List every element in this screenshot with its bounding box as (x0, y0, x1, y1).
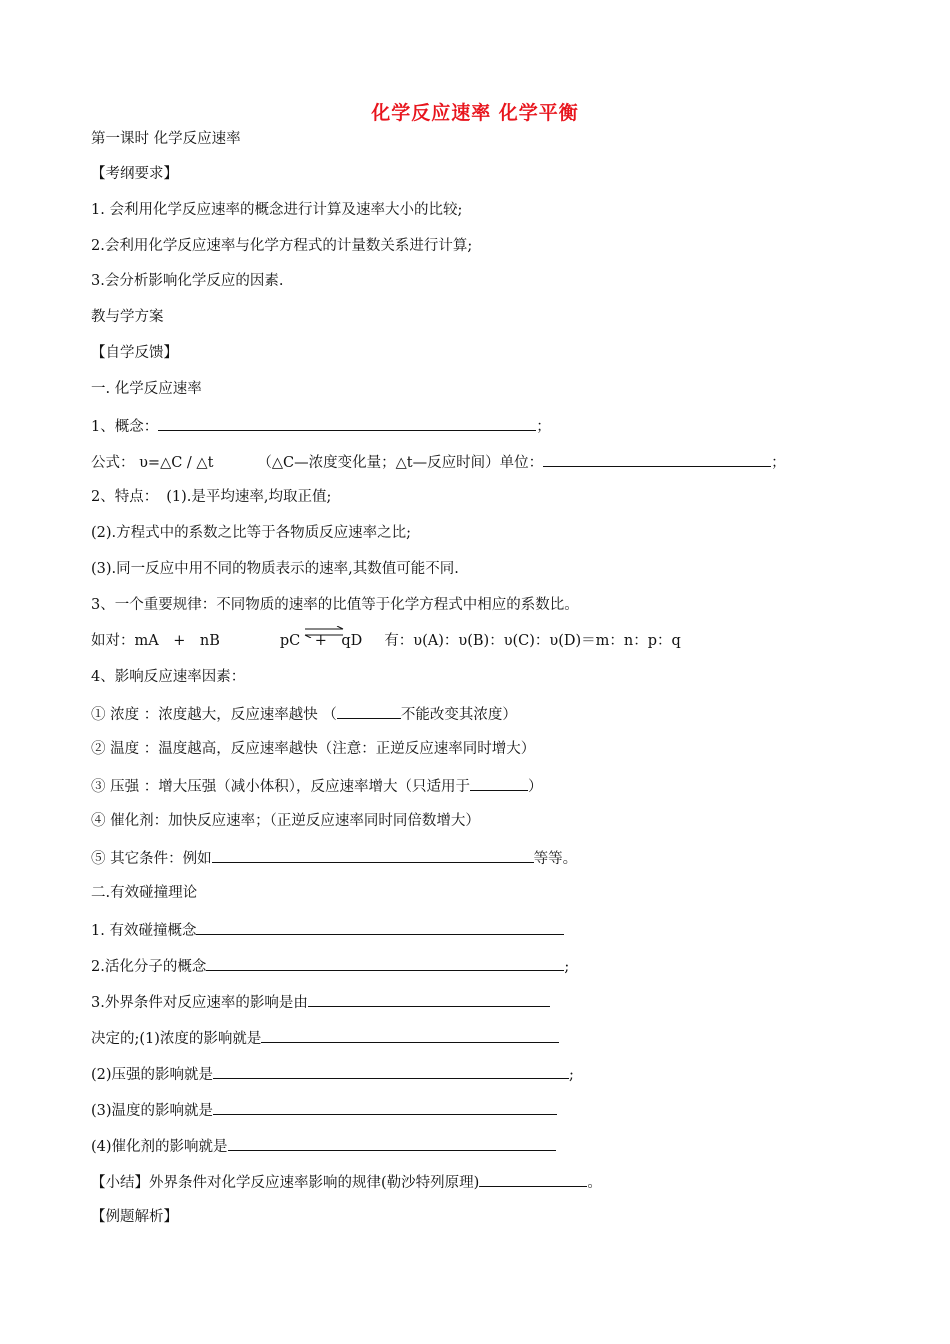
syllabus-item: 3.会分析影响化学反应的因素. (91, 273, 284, 289)
theory-item (91, 919, 564, 941)
plan-heading: 教与学方案 (91, 309, 164, 325)
factor-catalyst: ④ 催化剂：加快反应速率；（正逆反应速率同时同倍数增大） (91, 813, 480, 829)
syllabus-item: 1. 会利用化学反应速率的概念进行计算及速率大小的比较; (91, 202, 463, 218)
theory-item (91, 1027, 559, 1049)
theory-label: (4)催化剂的影响就是 (91, 1139, 228, 1155)
factor-text: ① 浓度 ：浓度越大，反应速率越快 （ (91, 707, 337, 723)
example-line (91, 631, 681, 651)
answer-blank[interactable] (261, 1027, 559, 1043)
summary-line (91, 1171, 602, 1193)
answer-blank[interactable] (543, 451, 771, 467)
factor-text: ） (527, 779, 543, 795)
features-line (91, 487, 331, 507)
concept-label: 1、概念： (91, 419, 159, 435)
theory-label: 3.外界条件对反应速率的影响是由 (91, 995, 308, 1011)
theory-end: ; (564, 959, 570, 975)
factor-other (91, 847, 577, 869)
example-reactants: 如对：mA + nB (91, 633, 220, 649)
theory-item (91, 991, 550, 1013)
answer-blank[interactable] (479, 1171, 587, 1187)
theory-item (91, 1099, 557, 1121)
syllabus-heading: 【考纲要求】 (91, 166, 178, 182)
theory-label: (3)温度的影响就是 (91, 1103, 214, 1119)
factor-pressure (91, 775, 542, 797)
factor-concentration (91, 703, 517, 725)
answer-blank[interactable] (337, 703, 401, 719)
answer-blank[interactable] (228, 1135, 556, 1151)
factor-text: 不能改变其浓度） (400, 707, 517, 723)
answer-blank[interactable] (158, 415, 536, 431)
answer-blank[interactable] (308, 991, 550, 1007)
theory-label: 2.活化分子的概念 (91, 959, 207, 975)
theory-item (91, 1063, 574, 1085)
feature-item: (3).同一反应中用不同的物质表示的速率,其数值可能不同. (91, 561, 459, 577)
syllabus-item: 2.会利用化学反应速率与化学方程式的计量数关系进行计算; (91, 238, 473, 254)
features-label: 2、特点： (91, 489, 159, 505)
example-products: pC + qD (279, 633, 363, 649)
lesson-title: 第一课时 化学反应速率 (91, 131, 241, 147)
theory-item (91, 955, 569, 977)
factors-heading: 4、影响反应速率因素： (91, 669, 246, 685)
section-heading: 一. 化学反应速率 (91, 381, 202, 397)
answer-blank[interactable] (213, 1099, 557, 1115)
formula-end: ； (771, 455, 786, 471)
example-ratio: 有：υ(A)：υ(B)：υ(C)：υ(D)＝m：n：p：q (384, 633, 681, 649)
formula-note: （△C—浓度变化量；△t—反应时间）单位： (257, 455, 544, 471)
formula-label: 公式： υ=△C / △t (91, 455, 214, 471)
feature-item: (2).方程式中的系数之比等于各物质反应速率之比; (91, 525, 412, 541)
examples-heading: 【例题解析】 (91, 1209, 178, 1225)
answer-blank[interactable] (196, 919, 564, 935)
summary-text: 【小结】外界条件对化学反应速率影响的规律(勒沙特列原理) (91, 1175, 480, 1191)
answer-blank[interactable] (212, 847, 534, 863)
factor-text: ③ 压强 ：增大压强（减小体积），反应速率增大（只适用于 (91, 779, 470, 795)
theory-item (91, 1135, 556, 1157)
rule-line: 3、一个重要规律：不同物质的速率的比值等于化学方程式中相应的系数比。 (91, 597, 579, 613)
factor-text: 等等。 (533, 851, 578, 867)
factor-text: ⑤ 其它条件：例如 (91, 851, 212, 867)
theory-label: 1. 有效碰撞概念 (91, 923, 197, 939)
theory-end: ; (569, 1067, 574, 1083)
concept-line (91, 415, 551, 437)
answer-blank[interactable] (213, 1063, 569, 1079)
page-title: 化学反应速率 化学平衡 (371, 102, 579, 124)
theory-label: 决定的;(1)浓度的影响就是 (91, 1031, 262, 1047)
formula-line (91, 451, 786, 473)
answer-blank[interactable] (206, 955, 564, 971)
feature-item: (1).是平均速率,均取正值; (166, 489, 332, 505)
theory-label: (2)压强的影响就是 (91, 1067, 214, 1083)
answer-blank[interactable] (470, 775, 528, 791)
summary-end: 。 (587, 1175, 602, 1191)
feedback-heading: 【自学反馈】 (91, 345, 178, 361)
concept-end: ； (536, 419, 551, 435)
factor-temperature: ② 温度 ：温度越高，反应速率越快（注意：正逆反应速率同时增大） (91, 741, 536, 757)
section-heading: 二.有效碰撞理论 (91, 885, 198, 901)
